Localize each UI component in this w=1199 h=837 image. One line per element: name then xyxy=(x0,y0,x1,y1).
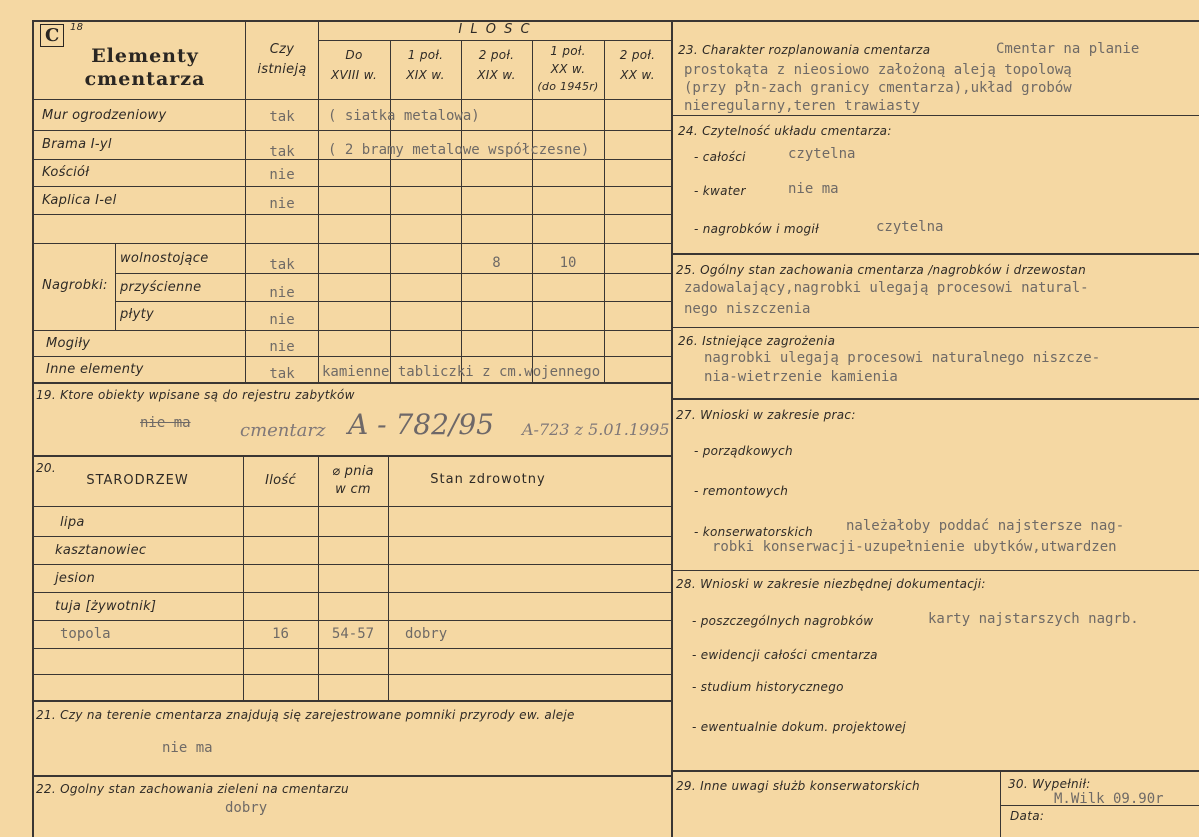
nagrobki-row-exists-2: nie xyxy=(269,285,295,301)
title-line-1: Elementy xyxy=(91,45,199,67)
grid-line xyxy=(32,130,672,131)
row-exists-kaplica: nie xyxy=(269,196,295,212)
s21-answer: nie ma xyxy=(162,740,213,756)
mogily-exists: nie xyxy=(269,339,295,355)
grid-line xyxy=(1000,770,1001,837)
grid-line xyxy=(32,99,672,100)
grid-line xyxy=(32,330,672,331)
tree-row-3: jesion xyxy=(55,571,95,586)
s25-label: 25. Ogólny stan zachowania cmentarza /nagrobków i drzewostan xyxy=(676,263,1086,277)
grid-line xyxy=(672,398,1199,400)
grid-line xyxy=(672,570,1199,571)
s23-line-1: Cmentar na planie xyxy=(996,41,1140,57)
s30-label: 30. Wypełnił: xyxy=(1008,777,1091,791)
grid-line xyxy=(672,770,1199,772)
nagrobki-count-p3: 8 xyxy=(492,255,501,271)
period-3-a: 2 poł. xyxy=(478,48,515,62)
s23-line-3: (przy płn-zach granicy cmentarza),układ grobów xyxy=(684,80,1072,96)
s19-register-number: A - 782/95 xyxy=(348,408,494,441)
nagrobki-row-exists-1: tak xyxy=(269,257,295,273)
grid-line xyxy=(32,382,672,384)
tree-row-5: topola xyxy=(60,626,111,642)
mogily-label: Mogiły xyxy=(46,336,91,351)
s26-label: 26. Istniejące zagrożenia xyxy=(678,334,836,348)
title-line-2: cmentarza xyxy=(84,68,206,90)
s24-item-2-label: - kwater xyxy=(694,184,746,198)
period-5-a: 2 poł. xyxy=(619,48,656,62)
s28-label: 28. Wnioski w zakresie niezbędnej dokumentacji: xyxy=(676,577,986,591)
period-4-b: XX w. xyxy=(550,62,586,76)
inne-label: Inne elementy xyxy=(46,362,144,377)
s28-item-3: - studium historycznego xyxy=(692,680,844,694)
grid-line xyxy=(388,455,389,700)
period-5-b: XX w. xyxy=(620,68,655,82)
s24-label: 24. Czytelność układu cmentarza: xyxy=(678,124,892,138)
row-label-kosciol: Kościół xyxy=(42,165,90,180)
s23-label: 23. Charakter rozplanowania cmentarza xyxy=(678,43,931,57)
grid-line xyxy=(672,115,1199,116)
s29-label: 29. Inne uwagi służb konserwatorskich xyxy=(676,779,920,793)
period-2-a: 1 poł. xyxy=(407,48,444,62)
nagrobki-row-label-1: wolnostojące xyxy=(120,251,209,266)
s28-item-2: - ewidencji całości cmentarza xyxy=(692,648,878,662)
grid-line xyxy=(32,592,672,593)
grid-line xyxy=(32,648,672,649)
row-exists-mur: tak xyxy=(269,109,295,125)
s30-value: M.Wilk 09.90r xyxy=(1054,791,1164,807)
s24-item-3-label: - nagrobków i mogił xyxy=(694,222,819,236)
s20-header-stan: Stan zdrowotny xyxy=(430,472,546,487)
nagrobki-row-label-3: płyty xyxy=(120,307,154,322)
s20-number: 20. xyxy=(36,461,56,475)
grid-line xyxy=(32,620,672,621)
card-code-number: 18 xyxy=(70,22,84,33)
s25-line-2: nego niszczenia xyxy=(684,301,811,317)
header-istnieja: istnieją xyxy=(257,62,307,77)
top-border xyxy=(672,20,1199,22)
grid-line xyxy=(32,674,672,675)
grid-line xyxy=(672,253,1199,255)
s22-answer: dobry xyxy=(225,800,268,816)
grid-line xyxy=(32,564,672,565)
s27-label: 27. Wnioski w zakresie prac: xyxy=(676,408,856,422)
nagrobki-row-label-2: przyścienne xyxy=(120,280,202,295)
s26-line-1: nagrobki ulegają procesowi naturalnego niszcze- xyxy=(704,350,1101,366)
s19-register-note: A-723 z 5.01.1995 xyxy=(522,420,670,439)
grid-line xyxy=(32,455,672,457)
grid-line xyxy=(32,536,672,537)
header-ilosc: I L O S C xyxy=(458,22,532,37)
s24-item-1-label: - całości xyxy=(694,150,746,164)
s19-label: 19. Ktore obiekty wpisane są do rejestru zabytków xyxy=(36,388,355,402)
nagrobki-count-p4: 10 xyxy=(559,255,577,271)
s28-item-1: - poszczególnych nagrobków xyxy=(692,614,874,628)
s23-line-2: prostokąta z nieosiowo założoną aleją topolową xyxy=(684,62,1072,78)
s24-item-2-value: nie ma xyxy=(788,181,839,197)
period-4-c: (do 1945r) xyxy=(537,80,599,93)
inne-note: kamienne tabliczki z cm.wojennego xyxy=(322,364,601,380)
grid-line xyxy=(32,356,672,357)
s27-item-1: - porządkowych xyxy=(694,444,793,458)
s24-item-3-value: czytelna xyxy=(876,219,944,235)
row-exists-brama: tak xyxy=(269,144,295,160)
inne-exists: tak xyxy=(269,366,295,382)
s22-label: 22. Ogolny stan zachowania zieleni na cmentarzu xyxy=(36,782,349,796)
s23-line-4: nieregularny,teren trawiasty xyxy=(684,98,921,114)
tree-row-5-state: dobry xyxy=(405,626,448,642)
grid-line xyxy=(32,700,672,702)
card-code: C xyxy=(40,24,64,47)
row-note-mur: ( siatka metalowa) xyxy=(328,108,480,124)
s28-item-1-value: karty najstarszych nagrb. xyxy=(928,611,1139,627)
nagrobki-label: Nagrobki: xyxy=(42,278,108,293)
s30-date-label: Data: xyxy=(1010,809,1045,823)
tree-row-2: kasztanowiec xyxy=(55,543,147,558)
grid-line xyxy=(32,159,672,160)
grid-line xyxy=(32,186,672,187)
grid-line xyxy=(32,214,672,215)
s27-item-2: - remontowych xyxy=(694,484,789,498)
tree-row-5-diam: 54-57 xyxy=(331,626,375,642)
grid-line xyxy=(32,243,672,244)
row-label-brama: Brama I-yl xyxy=(42,137,112,152)
left-border xyxy=(32,382,34,837)
row-label-kaplica: Kaplica I-el xyxy=(42,193,117,208)
grid-line xyxy=(672,327,1199,328)
s21-label: 21. Czy na terenie cmentarza znajdują się zarejestrowane pomniki przyrody ew. aleje xyxy=(36,708,575,722)
period-2-b: XIX w. xyxy=(406,68,445,82)
s28-item-4: - ewentualnie dokum. projektowej xyxy=(692,720,907,734)
grid-line xyxy=(243,455,244,700)
s20-header-ilosc: Ilość xyxy=(265,473,296,488)
grid-line xyxy=(318,40,672,41)
period-1-b: XVIII w. xyxy=(330,68,378,82)
s27-item-3-value-2: robki konserwacji-uzupełnienie ubytków,utwardzen xyxy=(712,539,1117,555)
left-border xyxy=(32,20,34,382)
grid-line xyxy=(115,243,116,330)
grid-line xyxy=(115,301,672,302)
s20-header-diam-a: ⌀ pnia xyxy=(332,464,374,479)
header-czy: Czy xyxy=(269,42,295,57)
period-3-b: XIX w. xyxy=(477,68,516,82)
s25-line-1: zadowalający,nagrobki ulegają procesowi natural- xyxy=(684,280,1089,296)
grid-line xyxy=(115,273,672,274)
grid-line xyxy=(32,775,672,777)
tree-row-5-qty: 16 xyxy=(272,626,289,642)
s24-item-1-value: czytelna xyxy=(788,146,856,162)
s27-item-3-value: należałoby poddać najstersze nag- xyxy=(846,518,1125,534)
grid-line xyxy=(32,506,672,507)
row-note-brama: ( 2 bramy metalowe współczesne) xyxy=(328,142,590,158)
s20-header-diam-b: w cm xyxy=(335,482,371,497)
row-label-mur: Mur ogrodzeniowy xyxy=(42,108,167,123)
tree-row-1: lipa xyxy=(60,515,85,530)
period-4-a: 1 poł. xyxy=(550,44,586,58)
s19-hand-word: cmentarz xyxy=(240,420,326,441)
nagrobki-row-exists-3: nie xyxy=(269,312,295,328)
s19-struck: nie ma xyxy=(140,415,191,431)
period-1-a: Do xyxy=(345,48,363,62)
s20-header-starodrzew: STARODRZEW xyxy=(86,473,189,488)
row-exists-kosciol: nie xyxy=(269,167,295,183)
center-divider xyxy=(671,20,673,837)
tree-row-4: tuja [żywotnik] xyxy=(55,599,157,614)
s26-line-2: nia-wietrzenie kamienia xyxy=(704,369,898,385)
s27-item-3: - konserwatorskich xyxy=(694,525,813,539)
